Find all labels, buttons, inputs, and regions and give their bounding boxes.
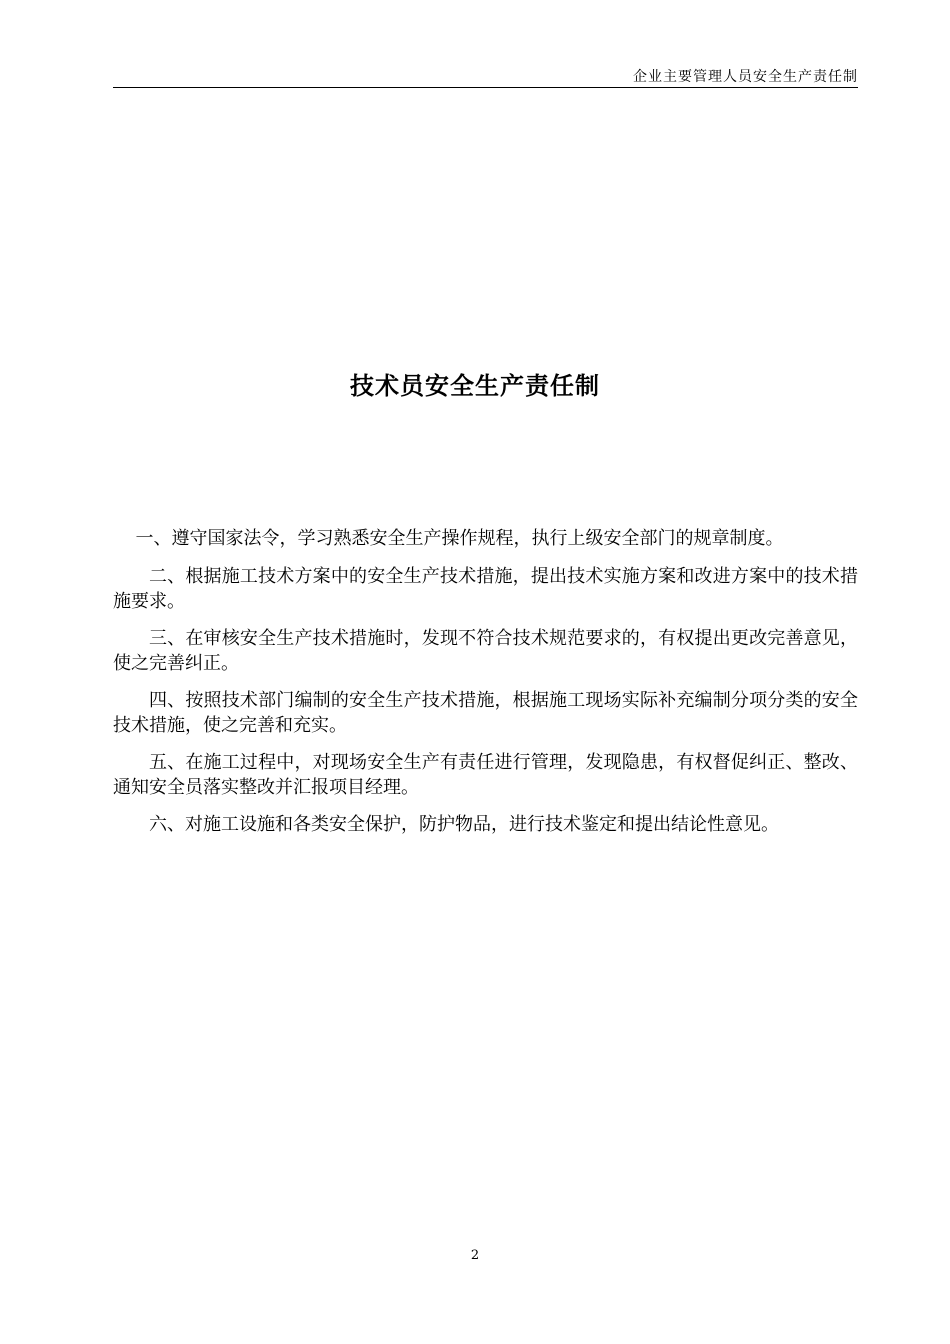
running-header: 企业主要管理人员安全生产责任制 <box>633 69 858 85</box>
header-divider <box>113 87 858 88</box>
paragraph-6: 六、对施工设施和各类安全保护，防护物品，进行技术鉴定和提出结论性意见。 <box>149 814 779 835</box>
document-body <box>113 522 858 849</box>
page-number: 2 <box>470 1248 480 1263</box>
paragraph-5: 五、在施工过程中，对现场安全生产有责任进行管理，发现隐患，有权督促纠正、整改、通知安全员落实整改并汇报项目经理。 <box>113 752 858 798</box>
document-title: 技术员安全生产责任制 <box>350 372 600 400</box>
paragraph-1: 一、遵守国家法令，学习熟悉安全生产操作规程，执行上级安全部门的规章制度。 <box>135 528 784 549</box>
paragraph-3: 三、在审核安全生产技术措施时，发现不符合技术规范要求的，有权提出更改完善意见，使之完善纠正。 <box>113 628 858 674</box>
paragraph-2: 二、根据施工技术方案中的安全生产技术措施，提出技术实施方案和改进方案中的技术措施要求。 <box>113 566 858 612</box>
paragraph-4: 四、按照技术部门编制的安全生产技术措施，根据施工现场实际补充编制分项分类的安全技术措施，使之完善和充实。 <box>113 690 858 736</box>
